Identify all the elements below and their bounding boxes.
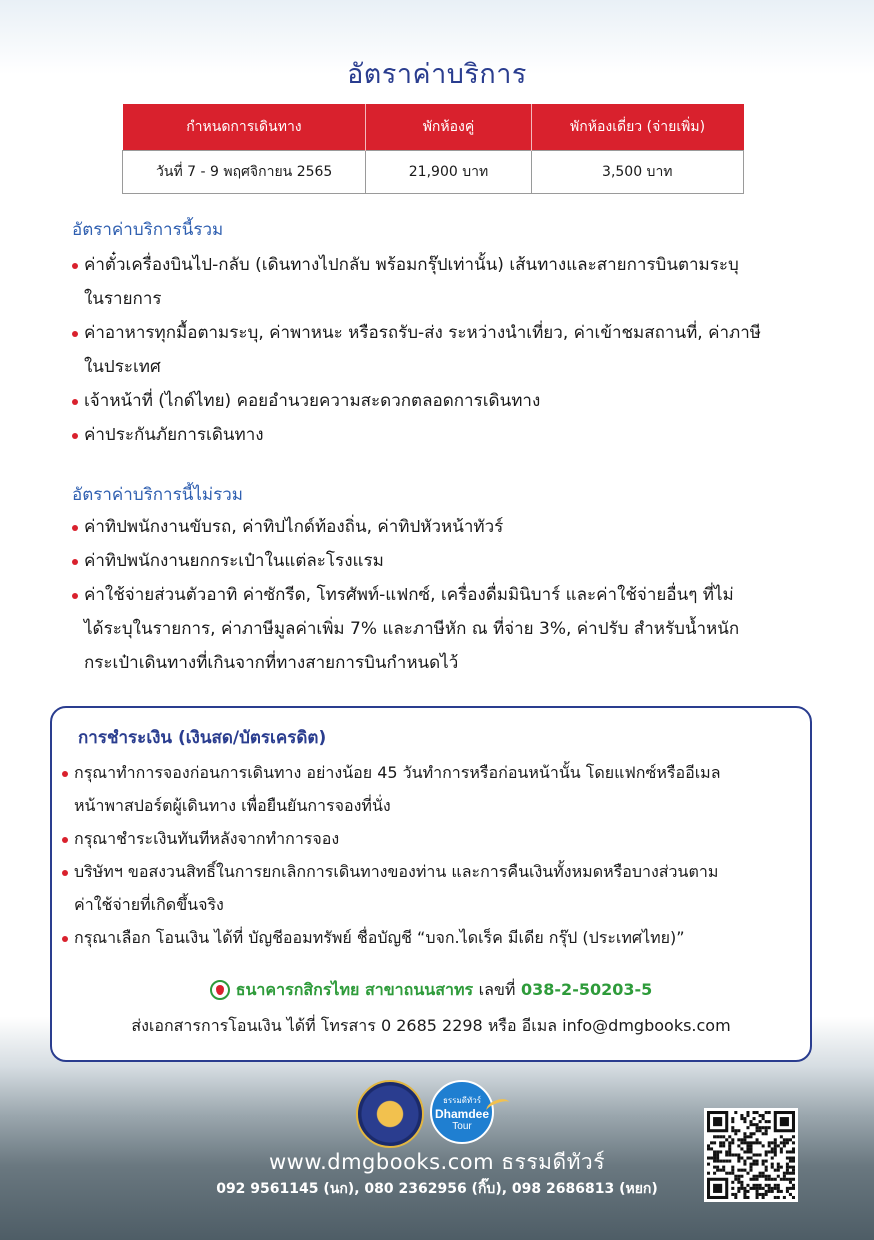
list-item [72,544,796,578]
cell-single-room-price: 3,500 บาท [531,151,743,194]
account-label: เลขที่ [478,980,516,999]
list-item-line: ค่าตั๋วเครื่องบินไป-กลับ (เดินทางไปกลับ พร้อมกรุ๊ปเท่านั้น) เส้นทางและสายการบินตามระบุ [84,255,739,275]
bullet-dot-icon [72,433,78,439]
kasikorn-bank-icon [210,980,230,1000]
dhamdee-logo-tour: Tour [452,1121,472,1132]
bullet-dot-icon [72,525,78,531]
header-single-room: พักห้องเดี่ยว (จ่ายเพิ่ม) [531,104,743,151]
header-travel-dates: กำหนดการเดินทาง [123,104,366,151]
list-item-line: ค่าใช้จ่ายที่เกิดขึ้นจริง [74,895,224,914]
list-item [62,921,802,954]
bullet-dot-icon [72,263,78,269]
cell-double-room-price: 21,900 บาท [366,151,531,194]
footer-phones: 092 9561145 (นก), 080 2362956 (กิ๊บ), 098 2686813 (หยก) [216,1181,658,1197]
bank-account-line [52,978,810,1003]
bank-name: ธนาคารกสิกรไทย สาขาถนนสาทร [235,980,474,999]
list-item-line: ค่าใช้จ่ายส่วนตัวอาทิ ค่าซักรีด, โทรศัพท์-แฟกซ์, เครื่องดื่มมินิบาร์ และค่าใช้จ่ายอื่นๆ ที่ไม่ [84,585,734,605]
list-item [62,855,802,921]
page-title: อัตราค่าบริการ [347,59,527,90]
list-item-line: หน้าพาสปอร์ตผู้เดินทาง เพื่อยืนยันการจองที่นั่ง [74,796,391,815]
bullet-dot-icon [72,399,78,405]
excluded-heading: อัตราค่าบริการนี้ไม่รวม [72,485,243,505]
cell-travel-dates: วันที่ 7 - 9 พฤศจิกายน 2565 [123,151,366,194]
included-list [72,248,796,452]
list-item-line: ในรายการ [84,289,162,309]
header-double-room: พักห้องคู่ [366,104,531,151]
dhamdee-logo-name: Dhamdee [434,1107,490,1121]
bullet-dot-icon [62,870,68,876]
bullet-dot-icon [62,771,68,777]
payment-box [50,706,812,1062]
list-item-line: ค่าทิปพนักงานขับรถ, ค่าทิปไกด์ท้องถิ่น, ค่าทิปหัวหน้าทัวร์ [84,517,504,537]
dhamdee-logo-thai: ธรรมดีทัวร์ [442,1096,481,1105]
list-item [72,418,796,452]
qr-code-graphic [707,1111,795,1199]
bullet-dot-icon [72,559,78,565]
footer-website[interactable]: www.dmgbooks.com ธรรมดีทัวร์ [269,1150,605,1174]
list-item-line: ค่าทิปพนักงานยกกระเป๋าในแต่ละโรงแรม [84,551,384,571]
list-item [62,822,802,855]
list-item [72,248,796,316]
seal-logo-icon [356,1080,424,1148]
list-item [72,316,796,384]
list-item [72,578,796,680]
list-item-line: บริษัทฯ ขอสงวนสิทธิ์ในการยกเลิกการเดินทางของท่าน และการคืนเงินทั้งหมดหรือบางส่วนตาม [74,862,719,881]
payment-heading: การชำระเงิน (เงินสด/บัตรเครดิต) [78,728,327,748]
list-item-line: กรุณาทำการจองก่อนการเดินทาง อย่างน้อย 45 วันทำการหรือก่อนหน้านั้น โดยแฟกซ์หรืออีเมล [74,763,721,782]
account-number: 038-2-50203-5 [521,980,653,999]
dhamdee-tour-logo [430,1080,494,1144]
list-item-line: ค่าประกันภัยการเดินทาง [84,425,264,445]
list-item-line: กรุณาเลือก โอนเงิน ได้ที่ บัญชีออมทรัพย์ ชื่อบัญชี “บจก.ไดเร็ค มีเดีย กรุ๊ป (ประเทศไทย)” [74,928,685,947]
included-heading: อัตราค่าบริการนี้รวม [72,220,224,240]
qr-code-icon[interactable] [704,1108,798,1202]
bullet-dot-icon [62,837,68,843]
excluded-list [72,510,796,680]
payment-list [62,756,802,954]
price-table-header-row [123,104,744,151]
list-item-line: กระเป๋าเดินทางที่เกินจากที่ทางสายการบินกำหนดไว้ [84,653,459,673]
table-row [123,151,744,194]
list-item [72,384,796,418]
list-item [62,756,802,822]
list-item [72,510,796,544]
bullet-dot-icon [72,593,78,599]
transfer-docs-contact: ส่งเอกสารการโอนเงิน ได้ที่ โทรสาร 0 2685 2298 หรือ อีเมล info@dmgbooks.com [131,1016,731,1035]
list-item-line: ในประเทศ [84,357,161,377]
price-table [122,104,744,194]
list-item-line: ค่าอาหารทุกมื้อตามระบุ, ค่าพาหนะ หรือรถรับ-ส่ง ระหว่างนำเที่ยว, ค่าเข้าชมสถานที่, ค่าภาษี [84,323,761,343]
list-item-line: ได้ระบุในรายการ, ค่าภาษีมูลค่าเพิ่ม 7% และภาษีหัก ณ ที่จ่าย 3%, ค่าปรับ สำหรับน้ำหนัก [84,619,740,639]
bullet-dot-icon [62,936,68,942]
bullet-dot-icon [72,331,78,337]
list-item-line: กรุณาชำระเงินทันทีหลังจากทำการจอง [74,829,340,848]
list-item-line: เจ้าหน้าที่ (ไกด์ไทย) คอยอำนวยความสะดวกตลอดการเดินทาง [84,391,541,411]
